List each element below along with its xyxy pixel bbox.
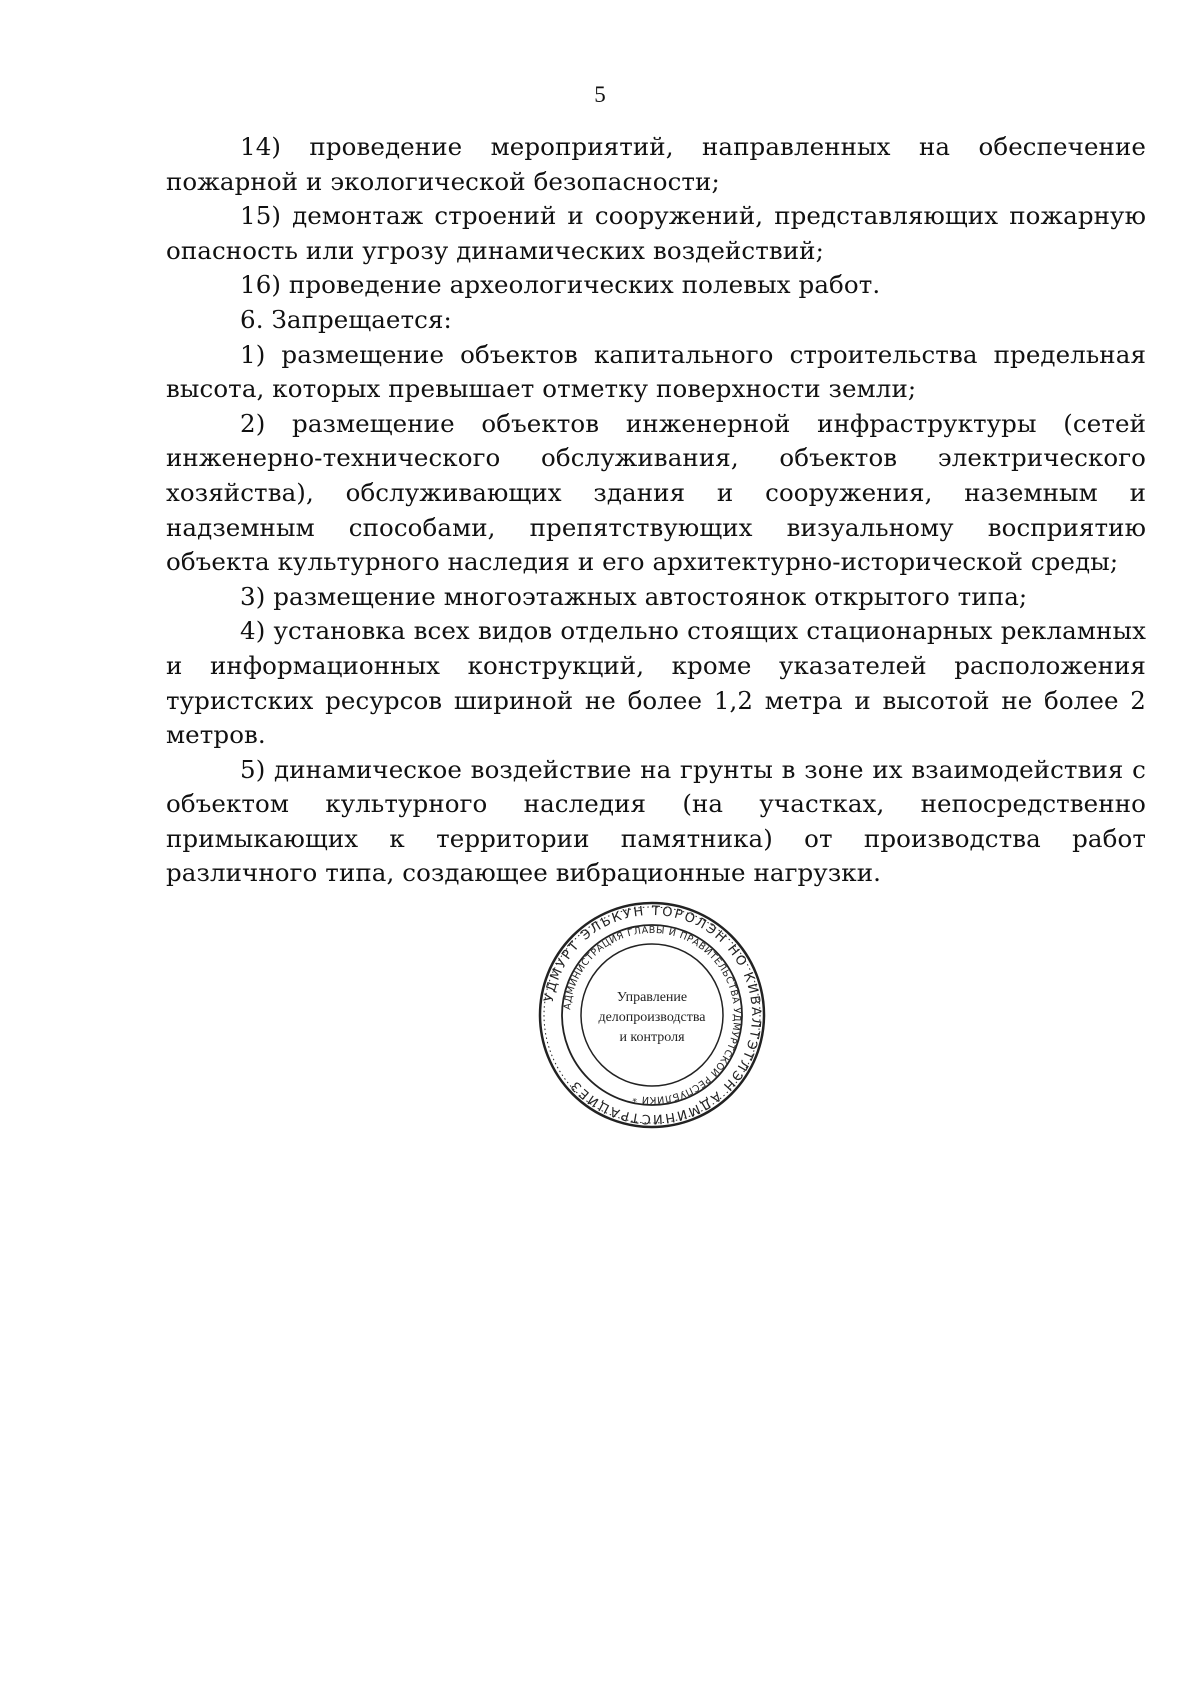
stamp-inner-text: АДМИНИСТРАЦИЯ ГЛАВЫ И ПРАВИТЕЛЬСТВА УДМУРТСКОЙ РЕСПУБЛИКИ * — [562, 924, 743, 1106]
page-number: 5 — [594, 82, 606, 107]
official-stamp — [537, 900, 767, 1130]
paragraph-item-15: 15) демонтаж строений и сооружений, представляющих пожарную опасность или угрозу динамических воздействий; — [166, 201, 1146, 265]
stamp-center-line-2: делопроизводства — [598, 1010, 706, 1025]
prohibition-item-3: 3) размещение многоэтажных автостоянок открытого типа; — [240, 581, 1028, 611]
section-heading-prohibited: 6. Запрещается: — [240, 304, 452, 334]
stamp-seal-icon — [537, 900, 767, 1130]
paragraph-item-16: 16) проведение археологических полевых работ. — [240, 270, 881, 300]
stamp-center-line-3: и контроля — [619, 1030, 685, 1045]
stamp-center-line-1: Управление — [616, 990, 688, 1005]
paragraph-item-14: 14) проведение мероприятий, направленных на обеспечение пожарной и экологической безопасности; — [166, 132, 1146, 196]
document-body — [166, 130, 1146, 891]
prohibition-item-4: 4) установка всех видов отдельно стоящих стационарных рекламных и информационных конструкций, кроме указателей расположения туристских ресурсов шириной не более 1,2 метра и высотой не более 2 метров. — [166, 616, 1146, 750]
prohibition-item-1: 1) размещение объектов капитального строительства предельная высота, которых превышает отметку поверхности земли; — [166, 339, 1146, 404]
prohibition-item-5: 5) динамическое воздействие на грунты в зоне их взаимодействия с объектом культурного наследия (на участках, непосредственно примыкающих к территории памятника) от производства работ различного типа, создающее вибрационные нагрузки. — [166, 754, 1146, 888]
stamp-outer-text: УДМУРТ ЭЛЬКУН ТОРОЛЭН НО КИВАЛТЭТЛЭН АДМИНИСТРАЦИЕЗ — [541, 903, 764, 1127]
prohibition-item-2: 2) размещение объектов инженерной инфраструктуры (сетей инженерно-технического обслуживания, объектов электрического хозяйства), обслуживающих здания и сооружения, наземным и надземным способами, препятствующих визуальному восприятию объекта культурного наследия и его архитектурно-исторической среды; — [166, 408, 1146, 577]
